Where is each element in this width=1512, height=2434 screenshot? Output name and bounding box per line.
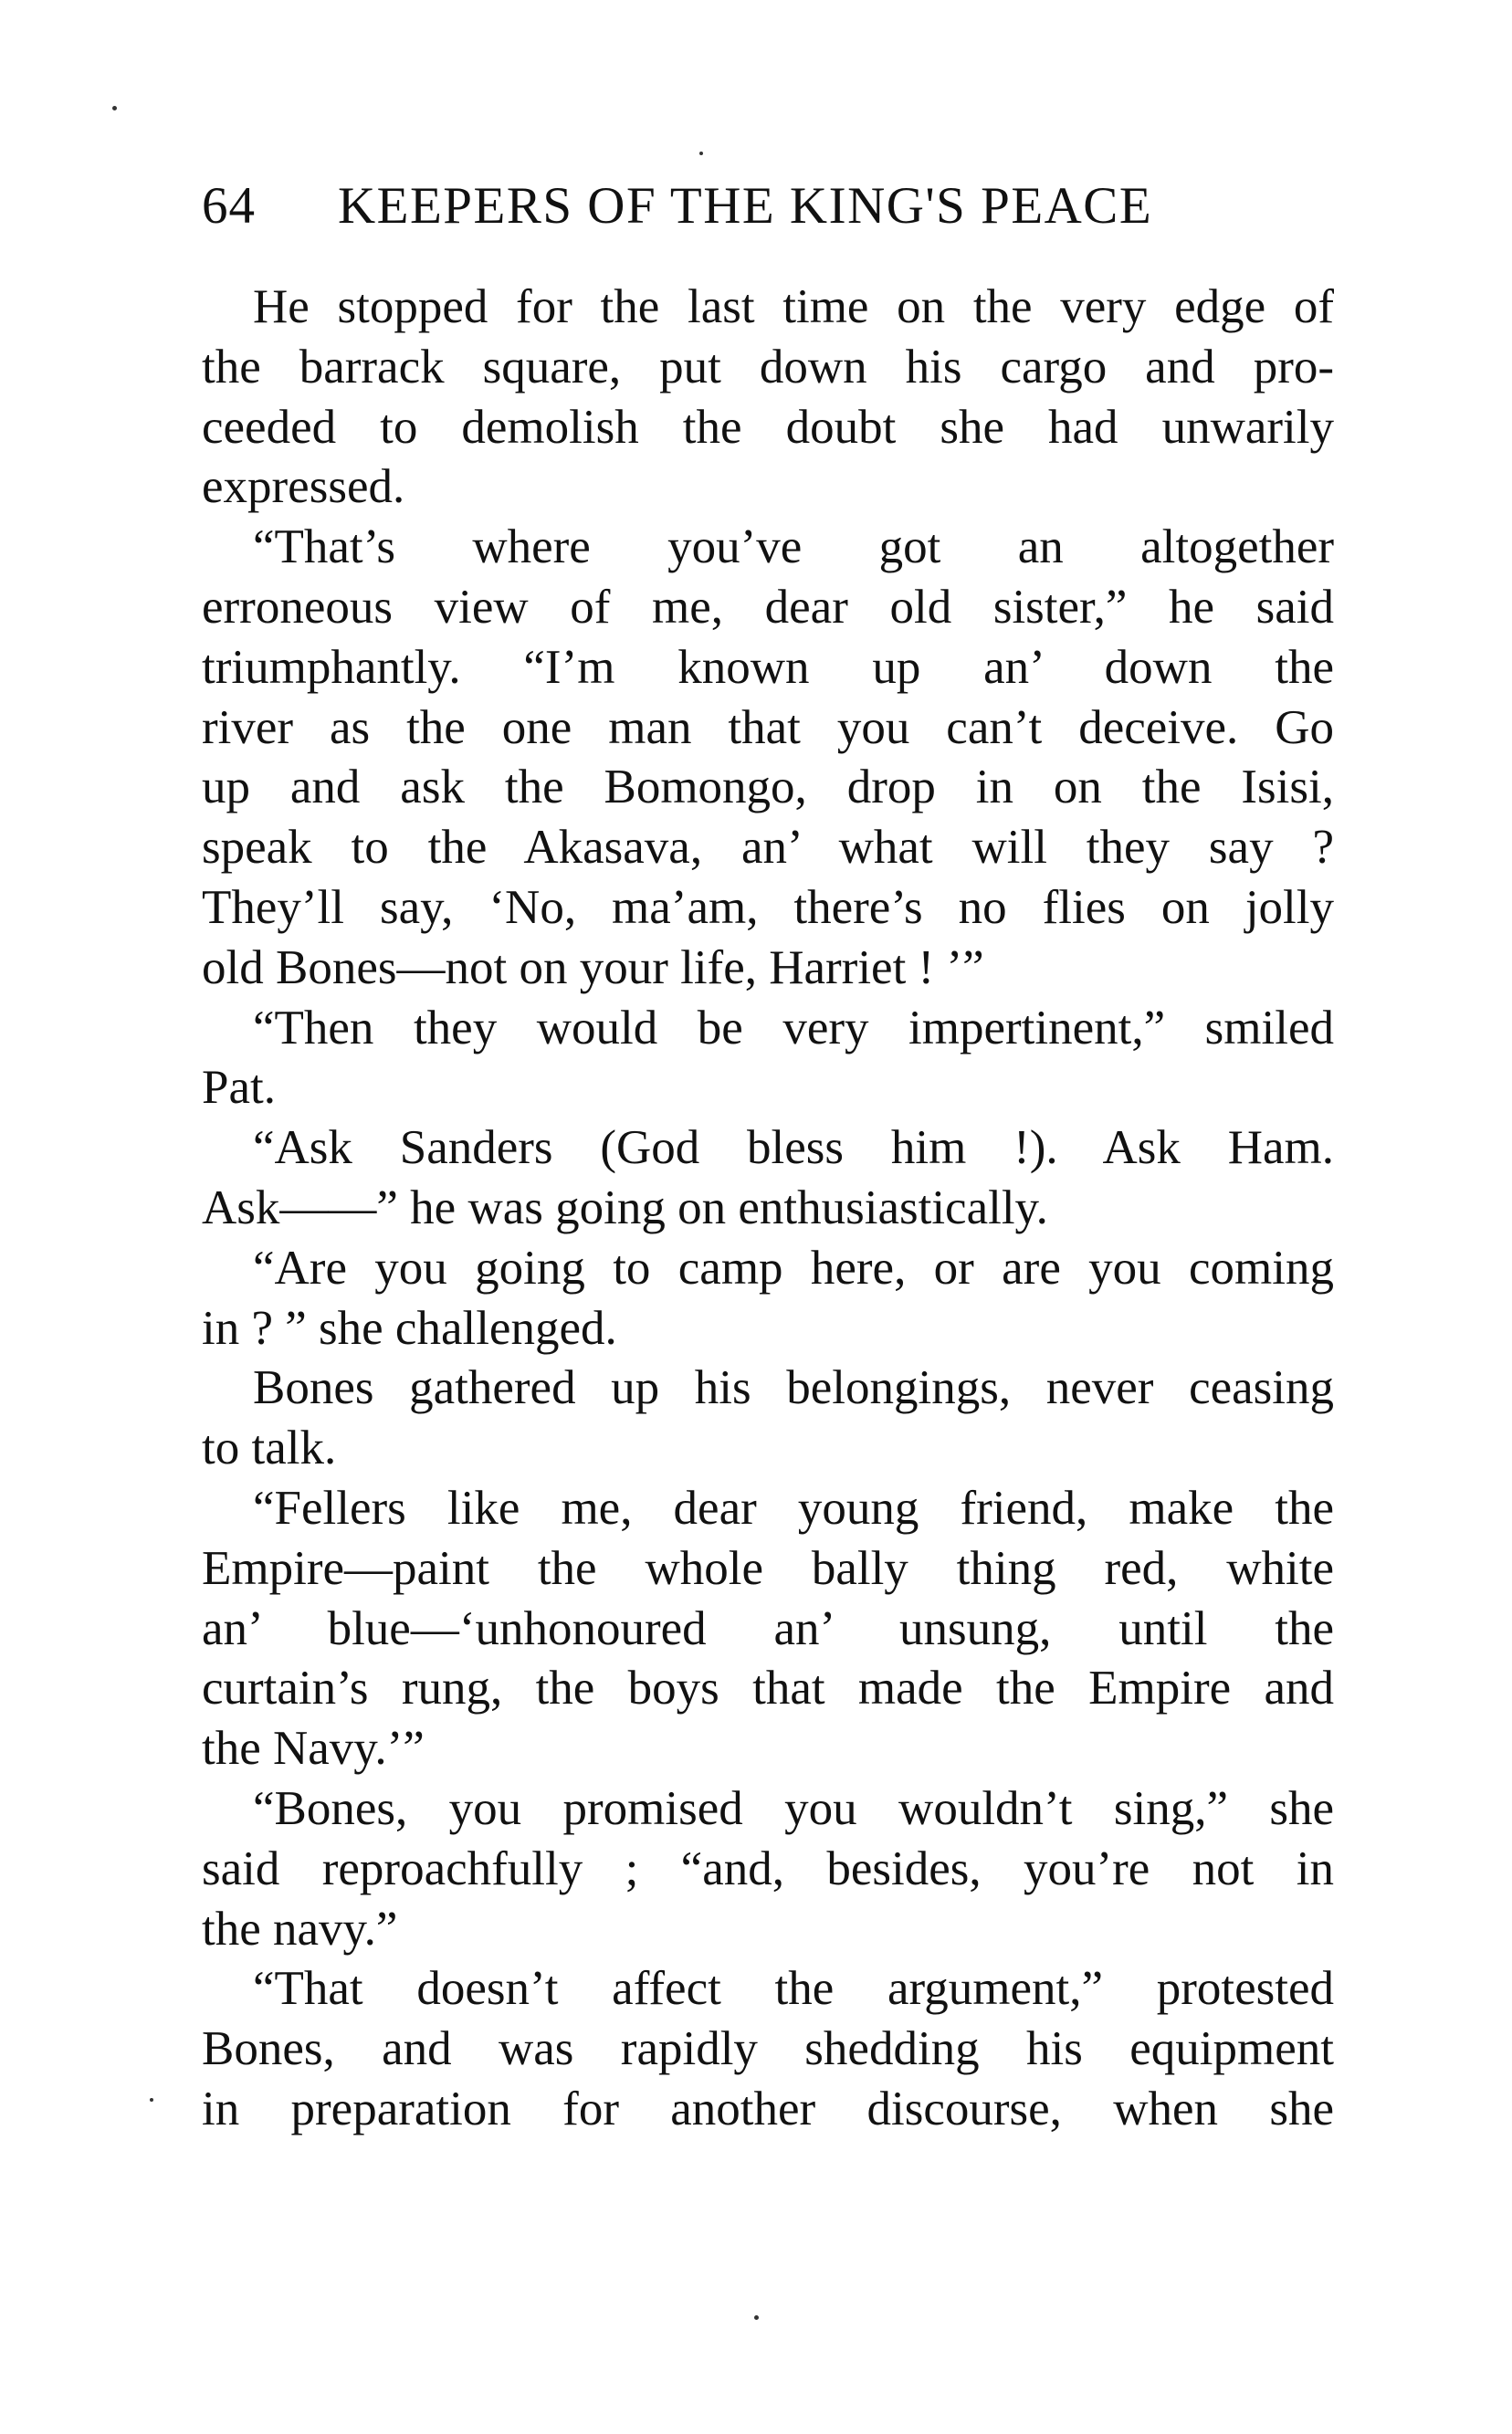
text-line: Bones gathered up his belongings, never ceasing — [253, 1361, 1334, 1415]
text-line: Pat. — [202, 1061, 276, 1115]
text-line: ceeded to demolish the doubt she had unwarily — [202, 400, 1334, 454]
text-line: Empire—paint the whole bally thing red, white — [202, 1541, 1334, 1595]
text-line: Ask——” he was going on enthusiastically. — [202, 1180, 1048, 1234]
text-line: “Fellers like me, dear young friend, make the — [253, 1481, 1334, 1535]
text-line: “Are you going to camp here, or are you coming — [253, 1241, 1334, 1295]
text-line: up and ask the Bomongo, drop in on the Isisi, — [202, 761, 1334, 814]
print-speck — [699, 152, 703, 155]
text-line: triumphantly. “I’m known up an’ down the — [202, 640, 1334, 694]
running-title: KEEPERS OF THE KING'S PEACE — [338, 177, 1153, 235]
print-speck — [112, 106, 117, 110]
text-line: the Navy.’” — [202, 1722, 425, 1776]
print-speck — [754, 2315, 759, 2320]
text-line: “Bones, you promised you wouldn’t sing,” she — [253, 1781, 1334, 1835]
text-line: the barrack square, put down his cargo and pro- — [202, 340, 1334, 393]
text-line: “Ask Sanders (God bless him !). Ask Ham. — [253, 1121, 1334, 1175]
text-line: “Then they would be very impertinent,” smiled — [253, 1001, 1334, 1054]
text-line: “That’s where you’ve got an altogether — [253, 520, 1334, 574]
text-line: curtain’s rung, the boys that made the Empire and — [202, 1662, 1334, 1715]
text-line: He stopped for the last time on the very edge of — [253, 280, 1334, 333]
text-line: in ? ” she challenged. — [202, 1301, 617, 1355]
text-line: speak to the Akasava, an’ what will they say ? — [202, 821, 1334, 875]
text-line: erroneous view of me, dear old sister,” he said — [202, 580, 1334, 634]
text-line: river as the one man that you can’t deceive. Go — [202, 700, 1334, 754]
text-line: Bones, and was rapidly shedding his equipment — [202, 2022, 1334, 2076]
text-line: “That doesn’t affect the argument,” protested — [253, 1962, 1334, 2016]
text-line: the navy.” — [202, 1902, 398, 1956]
print-speck — [150, 2098, 153, 2102]
text-line: said reproachfully ; “and, besides, you’re not in — [202, 1841, 1334, 1895]
text-line: in preparation for another discourse, when she — [202, 2082, 1334, 2135]
text-line: to talk. — [202, 1422, 337, 1475]
text-line: They’ll say, ‘No, ma’am, there’s no flies on jolly — [202, 880, 1334, 934]
text-line: an’ blue—‘unhonoured an’ unsung, until the — [202, 1601, 1334, 1655]
running-head — [202, 170, 1334, 243]
page-number: 64 — [202, 177, 256, 235]
text-line: expressed. — [202, 460, 405, 514]
text-line: old Bones—not on your life, Harriet ! ’” — [202, 940, 984, 994]
body-text — [202, 278, 1334, 2140]
